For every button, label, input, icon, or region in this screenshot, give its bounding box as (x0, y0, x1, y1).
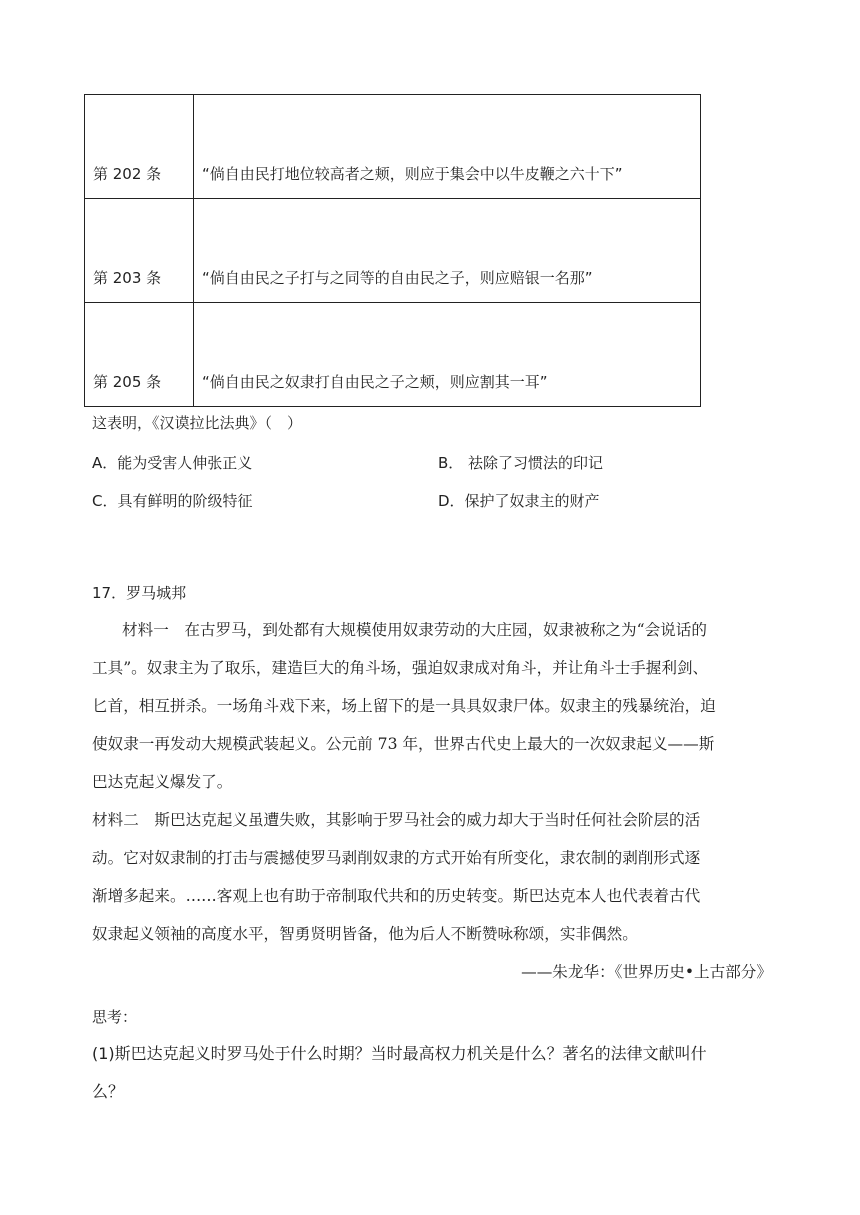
source-citation: ——朱龙华：《世界历史•上古部分》 (521, 963, 772, 981)
option-b: B． 祛除了习惯法的印记 (438, 454, 604, 472)
think-label: 思考： (92, 1008, 138, 1026)
material-two-line: 渐增多起来。……客观上也有助于帝制取代共和的历史转变。斯巴达克本人也代表着古代 (92, 887, 701, 905)
material-two-line: 材料二 斯巴达克起义虽遭失败，其影响于罗马社会的威力却大于当时任何社会阶层的活 (92, 811, 701, 829)
table-row (85, 95, 701, 199)
option-d: D．保护了奴隶主的财产 (438, 492, 600, 510)
material-one-line: 材料一 在古罗马，到处都有大规模使用奴隶劳动的大庄园，奴隶被称之为“会说话的 (122, 621, 707, 639)
article-number: 第 202 条 (85, 95, 194, 199)
law-articles-table (84, 94, 701, 407)
material-one-line: 匕首，相互拼杀。一场角斗戏下来，场上留下的是一具具奴隶尸体。奴隶主的残暴统治，迫 (92, 697, 716, 715)
sub-question-line: 么？ (92, 1082, 125, 1101)
option-a: A．能为受害人伸张正义 (92, 454, 253, 472)
material-two-line: 奴隶起义领袖的高度水平，智勇贤明皆备，他为后人不断赞咏称颂，实非偶然。 (92, 925, 638, 943)
material-one-line: 使奴隶一再发动大规模武装起义。公元前 73 年，世界古代史上最大的一次奴隶起义——斯 (92, 735, 715, 753)
question-stem: 这表明，《汉谟拉比法典》（ ） (92, 414, 303, 432)
article-number: 第 205 条 (85, 303, 194, 407)
article-text: “倘自由民打地位较高者之颊，则应于集会中以牛皮鞭之六十下” (194, 95, 701, 199)
article-text: “倘自由民之奴隶打自由民之子之颊，则应割其一耳” (194, 303, 701, 407)
article-number: 第 203 条 (85, 199, 194, 303)
table-row (85, 199, 701, 303)
material-one-line: 巴达克起义爆发了。 (92, 773, 233, 791)
material-one-line: 工具”。奴隶主为了取乐，建造巨大的角斗场，强迫奴隶成对角斗，并让角斗士手握利剑、 (92, 659, 709, 677)
sub-question-line: (1)斯巴达克起义时罗马处于什么时期？当时最高权力机关是什么？著名的法律文献叫什 (92, 1044, 707, 1063)
table-row (85, 303, 701, 407)
article-text: “倘自由民之子打与之同等的自由民之子，则应赔银一名那” (194, 199, 701, 303)
material-two-line: 动。它对奴隶制的打击与震撼使罗马剥削奴隶的方式开始有所变化，隶农制的剥削形式逐 (92, 849, 701, 867)
option-c: C．具有鲜明的阶级特征 (92, 492, 253, 510)
question-title: 17．罗马城邦 (92, 584, 187, 602)
